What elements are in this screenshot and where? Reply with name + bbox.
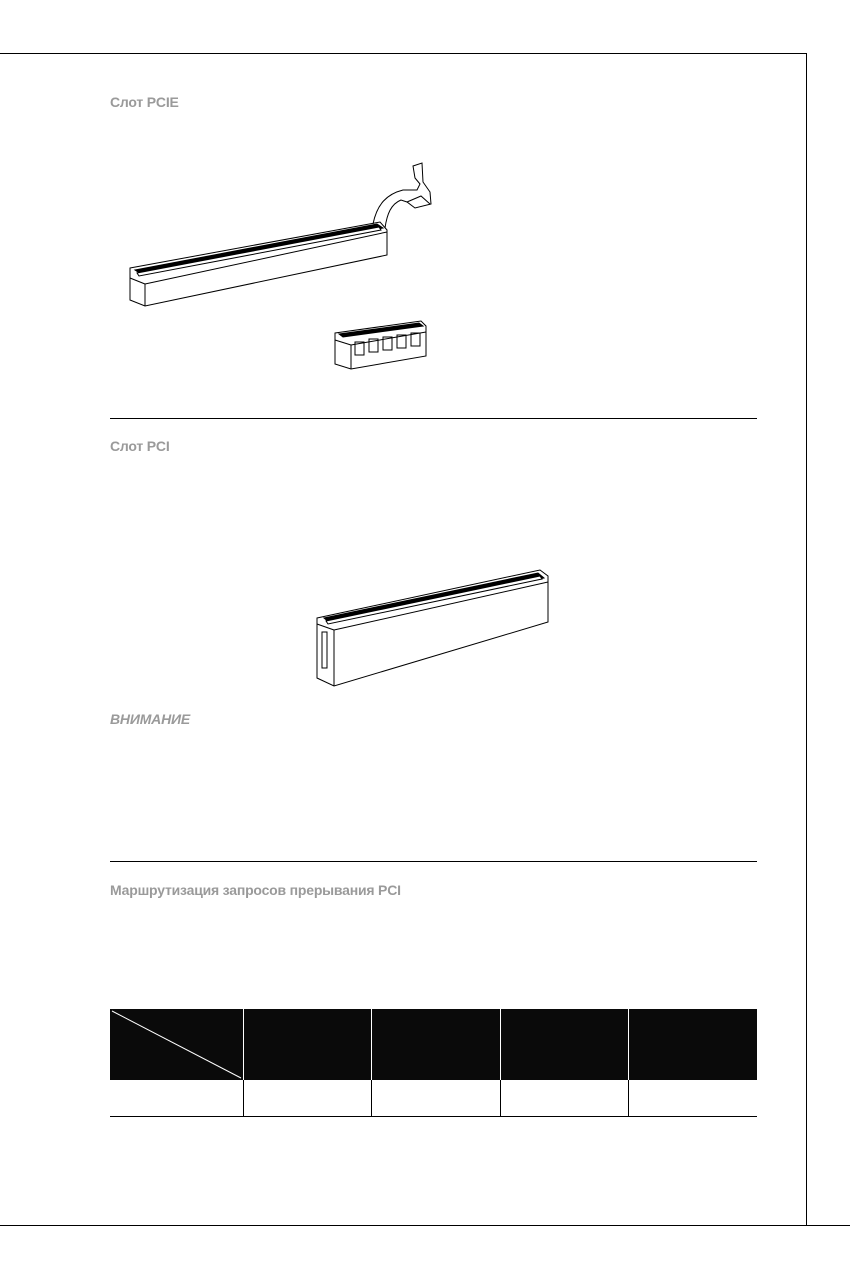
table-corner-cell: [110, 1009, 244, 1080]
page-frame-bottom: [0, 1225, 850, 1226]
section-divider: [110, 418, 757, 419]
pcie-x1-slot-illustration: [333, 318, 429, 372]
page-frame-top: [0, 53, 807, 54]
table-cell: [110, 1080, 244, 1117]
table-header-row: [110, 1009, 757, 1080]
diagonal-divider: [110, 1009, 243, 1080]
table-row: [110, 1080, 757, 1117]
irq-routing-table: [110, 1009, 757, 1117]
table-cell: [628, 1080, 757, 1117]
table-header-cell: [371, 1009, 500, 1080]
section-heading-irq-routing: Маршрутизация запросов прерывания PCI: [110, 882, 401, 898]
table-cell: [500, 1080, 628, 1117]
pci-slot-illustration: [312, 566, 552, 692]
table-header-cell: [500, 1009, 628, 1080]
table-header-cell: [244, 1009, 372, 1080]
table-header-cell: [628, 1009, 757, 1080]
page-frame-right: [806, 53, 807, 1225]
attention-heading: ВНИМАНИЕ: [110, 711, 190, 727]
section-heading-pcie-slot: Слот PCIE: [110, 94, 179, 110]
table-cell: [371, 1080, 500, 1117]
pcie-x16-slot-illustration: [125, 160, 445, 312]
table-cell: [244, 1080, 372, 1117]
section-heading-pci-slot: Слот PCI: [110, 438, 170, 454]
section-divider: [110, 861, 757, 862]
